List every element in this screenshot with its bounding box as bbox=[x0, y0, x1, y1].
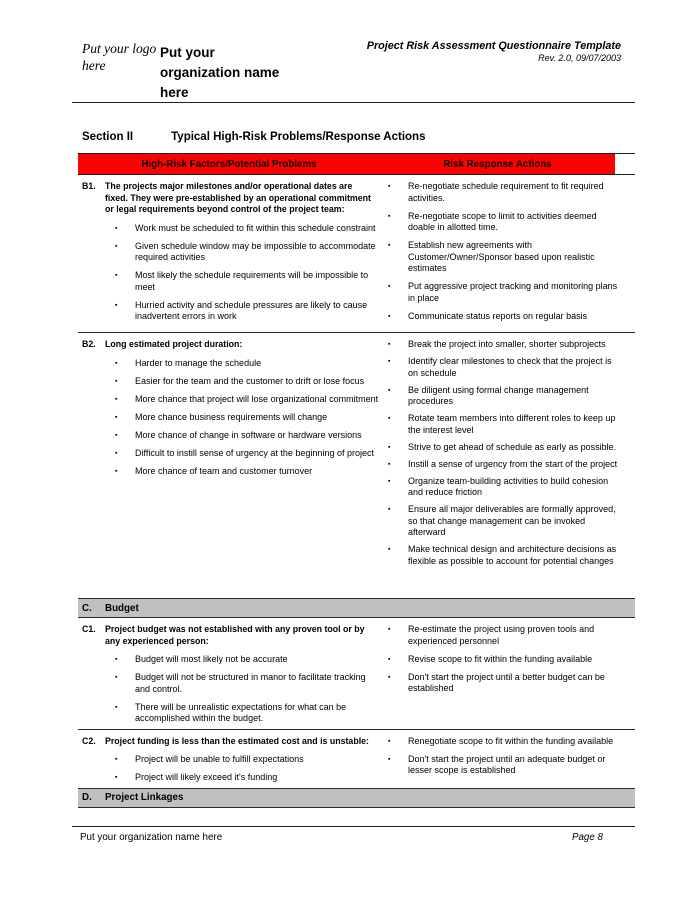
list-item bbox=[388, 476, 618, 499]
bullet-text: Communicate status reports on regular basis bbox=[408, 310, 588, 321]
list-item bbox=[115, 300, 380, 323]
bullet-icon: ▪ bbox=[388, 183, 391, 190]
list-item bbox=[388, 181, 618, 204]
row-heading: The projects major milestones and/or operational dates are fixed. They were pre-established by an operational commitment or legal requirements beyond control of the project team: bbox=[105, 181, 371, 214]
list-item bbox=[115, 772, 380, 784]
table-row bbox=[78, 618, 635, 730]
row-head bbox=[78, 736, 380, 748]
bullet-text: Break the project into smaller, shorter subprojects bbox=[408, 339, 606, 349]
list-item bbox=[388, 672, 618, 695]
bullet-text: Re-negotiate schedule requirement to fit required activities. bbox=[408, 181, 604, 203]
row-id: B2. bbox=[82, 339, 96, 349]
bullet-icon: ▪ bbox=[115, 674, 118, 681]
bullet-icon: ▪ bbox=[388, 358, 391, 365]
footer-rule bbox=[72, 826, 635, 827]
bullet-text: Budget will most likely not be accurate bbox=[135, 654, 288, 664]
bullet-list bbox=[388, 624, 618, 695]
bullet-icon: ▪ bbox=[388, 443, 391, 451]
bullet-list bbox=[115, 654, 380, 725]
list-item bbox=[115, 270, 380, 293]
bullet-list bbox=[388, 736, 618, 777]
bullet-icon: ▪ bbox=[115, 242, 118, 250]
list-item bbox=[115, 223, 380, 235]
bullet-text: Hurried activity and schedule pressures are likely to cause inadvertent errors in work bbox=[135, 299, 368, 321]
bullet-icon: ▪ bbox=[388, 460, 391, 468]
problems-cell bbox=[78, 624, 380, 725]
bullet-icon: ▪ bbox=[388, 386, 391, 394]
row-id: B1. bbox=[82, 181, 96, 191]
list-item bbox=[388, 281, 618, 304]
bullet-text: Strive to get ahead of schedule as early as possible. bbox=[408, 441, 617, 452]
row-head bbox=[78, 624, 380, 647]
list-item bbox=[388, 442, 618, 454]
bullet-text: Put aggressive project tracking and monitoring plans in place bbox=[408, 281, 618, 303]
row-id: C1. bbox=[82, 624, 96, 634]
bullet-text: Budget will not be structured in manor to facilitate tracking and control. bbox=[135, 672, 366, 694]
bar-id: C. bbox=[82, 602, 92, 614]
section-label: Section II bbox=[82, 131, 134, 143]
bullet-text: Project will likely exceed it's funding bbox=[135, 772, 278, 782]
table-row bbox=[78, 333, 635, 599]
list-item bbox=[388, 311, 618, 323]
bullet-icon: ▪ bbox=[115, 656, 118, 663]
list-item bbox=[388, 356, 618, 379]
list-item bbox=[115, 466, 380, 478]
actions-cell bbox=[380, 624, 618, 725]
bullet-icon: ▪ bbox=[115, 756, 118, 763]
actions-cell bbox=[380, 339, 618, 594]
bullet-icon: ▪ bbox=[388, 626, 391, 633]
header-rule bbox=[72, 102, 635, 103]
section-title: Typical High-Risk Problems/Response Actions bbox=[171, 131, 426, 143]
bullet-icon: ▪ bbox=[115, 467, 118, 475]
list-item bbox=[115, 448, 380, 460]
list-item bbox=[115, 430, 380, 442]
list-item bbox=[388, 654, 618, 666]
document-title-block bbox=[367, 40, 621, 63]
bullet-text: Re-estimate the project using proven tools and experienced personnel bbox=[408, 624, 595, 646]
bullet-text: More chance that project will lose organizational commitment bbox=[135, 393, 379, 404]
table-header-row bbox=[78, 153, 635, 175]
table-row bbox=[78, 175, 635, 333]
bullet-icon: ▪ bbox=[115, 431, 118, 439]
problems-cell bbox=[78, 736, 380, 784]
bullet-icon: ▪ bbox=[388, 655, 391, 663]
bullet-icon: ▪ bbox=[115, 359, 118, 367]
bullet-text: Given schedule window may be impossible to accommodate required activities bbox=[135, 240, 376, 262]
list-item bbox=[388, 413, 618, 436]
bullet-icon: ▪ bbox=[388, 755, 391, 763]
section-heading bbox=[82, 131, 425, 143]
row-head bbox=[78, 339, 380, 351]
bullet-text: There will be unrealistic expectations for what can be accomplished within the budget. bbox=[135, 701, 347, 723]
row-heading: Long estimated project duration: bbox=[105, 339, 243, 349]
bullet-text: Establish new agreements with Customer/Owner/Sponsor based upon realistic estimates bbox=[408, 240, 595, 273]
list-item bbox=[115, 394, 380, 406]
bullet-text: Rotate team members into different roles to keep up the interest level bbox=[408, 413, 616, 435]
section-bar-project-linkages bbox=[78, 789, 635, 808]
bullet-text: Renegotiate scope to fit within the funding available bbox=[408, 735, 614, 746]
table-row bbox=[78, 730, 635, 789]
bullet-text: More chance business requirements will change bbox=[135, 411, 328, 422]
bullet-icon: ▪ bbox=[115, 301, 118, 309]
bullet-icon: ▪ bbox=[115, 395, 118, 403]
logo-placeholder: Put your logo here bbox=[82, 41, 157, 73]
bullet-text: Identify clear milestones to check that the project is on schedule bbox=[408, 356, 612, 378]
problems-cell bbox=[78, 181, 380, 328]
bullet-list bbox=[115, 358, 380, 478]
list-item bbox=[115, 241, 380, 264]
row-head bbox=[78, 181, 380, 216]
document-revision: Rev. 2.0, 09/07/2003 bbox=[538, 53, 621, 63]
bullet-icon: ▪ bbox=[388, 242, 391, 249]
list-item bbox=[115, 412, 380, 424]
list-item bbox=[388, 754, 618, 777]
column-header-problems: High-Risk Factors/Potential Problems bbox=[141, 158, 317, 170]
list-item bbox=[115, 376, 380, 388]
bullet-text: Ensure all major deliverables are formally approved, so that change management can be invoked afterward bbox=[408, 504, 616, 537]
page-number: Page 8 bbox=[571, 832, 603, 843]
bullet-icon: ▪ bbox=[115, 224, 118, 232]
list-item bbox=[115, 654, 380, 666]
bullet-text: Be diligent using formal change management procedures bbox=[408, 384, 589, 406]
bullet-text: More chance of change in software or hardware versions bbox=[135, 429, 362, 440]
bullet-text: Organize team-building activities to build cohesion and reduce friction bbox=[408, 475, 609, 497]
row-heading: Project budget was not established with any proven tool or by any experienced person: bbox=[105, 624, 365, 646]
list-item bbox=[388, 544, 618, 567]
bar-label: Budget bbox=[105, 602, 139, 614]
bullet-icon: ▪ bbox=[388, 415, 391, 422]
bullet-icon: ▪ bbox=[388, 341, 391, 348]
bullet-list bbox=[115, 754, 380, 784]
bullet-text: Instill a sense of urgency from the start of the project bbox=[408, 458, 618, 469]
bullet-text: Difficult to instill sense of urgency at the beginning of project bbox=[135, 447, 374, 458]
bullet-icon: ▪ bbox=[388, 673, 391, 681]
list-item bbox=[115, 702, 380, 725]
actions-cell bbox=[380, 181, 618, 328]
bullet-text: More chance of team and customer turnover bbox=[135, 465, 313, 476]
bullet-text: Don't start the project until a better budget can be established bbox=[408, 671, 605, 693]
bullet-icon: ▪ bbox=[388, 283, 391, 290]
list-item bbox=[115, 754, 380, 766]
problems-cell bbox=[78, 339, 380, 594]
list-item bbox=[115, 358, 380, 370]
bullet-icon: ▪ bbox=[115, 413, 118, 421]
bullet-text: Revise scope to fit within the funding available bbox=[408, 653, 593, 664]
list-item bbox=[388, 459, 618, 471]
list-item bbox=[388, 736, 618, 748]
bullet-text: Don't start the project until an adequate budget or lesser scope is established bbox=[408, 753, 606, 775]
bullet-text: Re-negotiate scope to limit to activities deemed doable in allotted time. bbox=[408, 210, 597, 232]
list-item bbox=[115, 672, 380, 695]
actions-cell bbox=[380, 736, 618, 784]
bullet-icon: ▪ bbox=[388, 212, 391, 220]
column-header-actions: Risk Response Actions bbox=[443, 158, 552, 170]
risk-table bbox=[78, 153, 635, 808]
bar-label: Project Linkages bbox=[105, 792, 184, 803]
list-item bbox=[388, 385, 618, 408]
row-id: C2. bbox=[82, 735, 96, 746]
bullet-text: Project will be unable to fulfill expectations bbox=[135, 754, 304, 764]
bullet-text: Harder to manage the schedule bbox=[135, 357, 262, 368]
list-item bbox=[388, 211, 618, 234]
org-name: Put your organization name here bbox=[160, 45, 280, 100]
list-item bbox=[388, 339, 618, 351]
bullet-text: Work must be scheduled to fit within this schedule constraint bbox=[135, 222, 376, 233]
bullet-icon: ▪ bbox=[388, 477, 391, 485]
bullet-text: Easier for the team and the customer to drift or lose focus bbox=[135, 375, 365, 386]
list-item bbox=[388, 624, 618, 647]
bullet-icon: ▪ bbox=[115, 703, 118, 711]
bullet-list bbox=[388, 181, 618, 322]
bullet-list bbox=[388, 339, 618, 567]
section-bar-budget bbox=[78, 599, 635, 618]
bullet-icon: ▪ bbox=[388, 737, 391, 745]
bullet-icon: ▪ bbox=[388, 506, 391, 513]
table-header-bar bbox=[78, 154, 615, 174]
bullet-text: Make technical design and architecture decisions as flexible as possible to account for potential changes bbox=[408, 544, 617, 566]
bullet-icon: ▪ bbox=[388, 546, 391, 553]
bullet-list bbox=[115, 223, 380, 323]
list-item bbox=[388, 504, 618, 539]
bullet-text: Most likely the schedule requirements will be impossible to meet bbox=[135, 270, 369, 292]
row-heading: Project funding is less than the estimated cost and is unstable: bbox=[105, 735, 369, 746]
bullet-icon: ▪ bbox=[388, 312, 391, 320]
list-item bbox=[388, 240, 618, 275]
bar-id: D. bbox=[82, 792, 92, 803]
footer-org-name: Put your organization name here bbox=[80, 832, 223, 843]
bullet-icon: ▪ bbox=[115, 272, 118, 279]
bullet-icon: ▪ bbox=[115, 774, 118, 781]
document-title: Project Risk Assessment Questionnaire Template bbox=[366, 40, 621, 52]
bullet-icon: ▪ bbox=[115, 377, 118, 385]
bullet-icon: ▪ bbox=[115, 449, 118, 457]
